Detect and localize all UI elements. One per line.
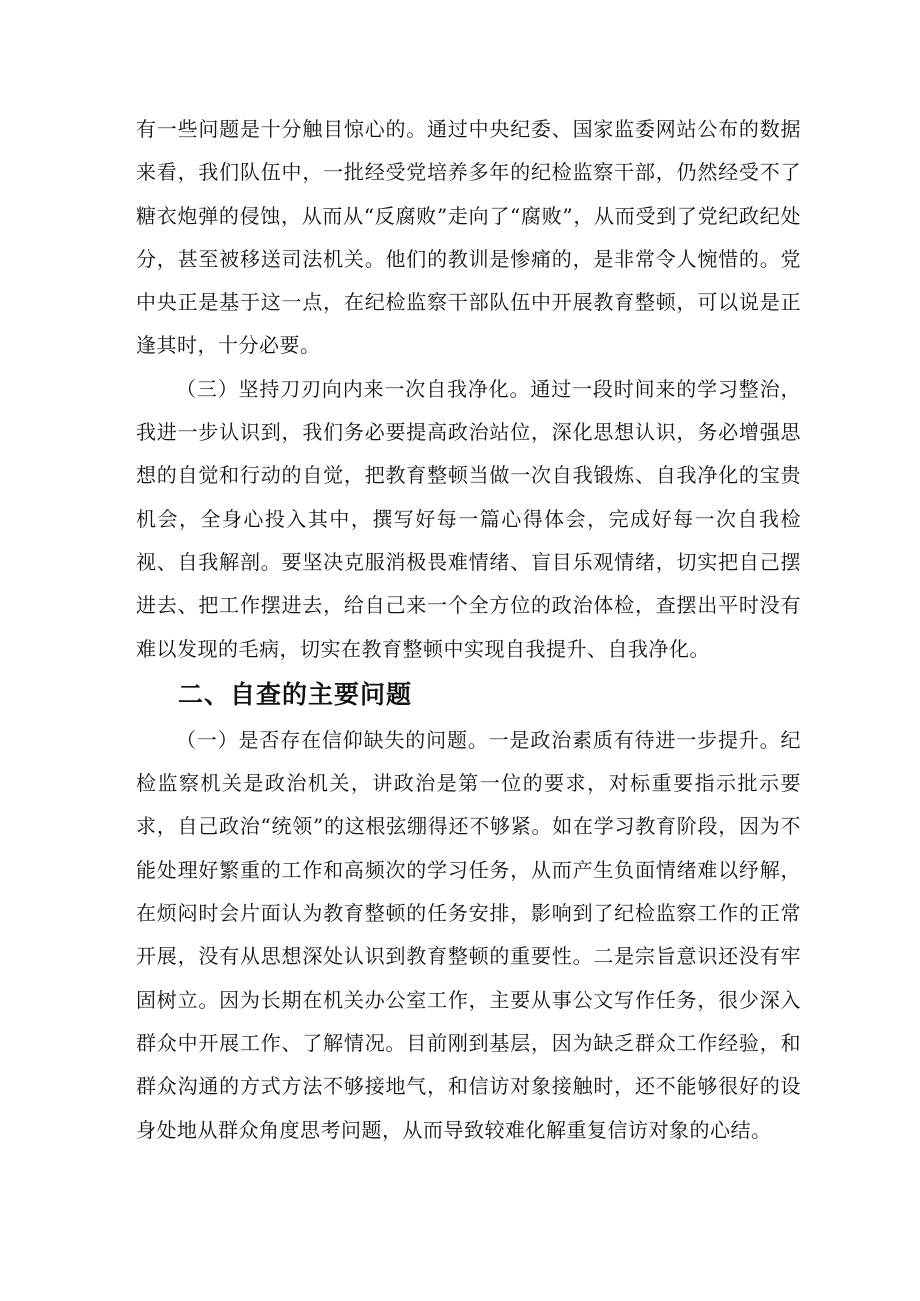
paragraph-continuation: 有一些问题是十分触目惊心的。通过中央纪委、国家监委网站公布的数据来看，我们队伍中，一批经受党培养多年的纪检监察干部，仍然经受不了糖衣炮弹的侵蚀，从而从“反腐败”走向了“腐败”，从而受到了党纪政纪处分，甚至被移送司法机关。他们的教训是惨痛的，是非常令人惋惜的。党中央正是基于这一点，在纪检监察干部队伍中开展教育整顿，可以说是正逢其时，十分必要。 (136, 117, 801, 358)
paragraph-self-purification: （三）坚持刀刃向内来一次自我净化。通过一段时间来的学习整治，我进一步认识到，我们务必要提高政治站位，深化思想认识，务必增强思想的自觉和行动的自觉，把教育整顿当做一次自我锻炼、自我净化的宝贵机会，全身心投入其中，撰写好每一篇心得体会，完成好每一次自我检视、自我解剖。要坚决克服消极畏难情绪、盲目乐观情绪，切实把自己摆进去、把工作摆进去，给自己来一个全方位的政治体检，查摆出平时没有难以发现的毛病，切实在教育整顿中实现自我提升、自我净化。 (136, 376, 801, 661)
paragraph-faith-issue: （一）是否存在信仰缺失的问题。一是政治素质有待进一步提升。纪检监察机关是政治机关，讲政治是第一位的要求，对标重要指示批示要求，自己政治“统领”的这根弦绷得还不够紧。如在学习教育阶段，因为不能处理好繁重的工作和高频次的学习任务，从而产生负面情绪难以纾解，在烦闷时会片面认为教育整顿的任务安排，影响到了纪检监察工作的正常开展，没有从思想深处认识到教育整顿的重要性。二是宗旨意识还没有牢固树立。因为长期在机关办公室工作，主要从事公文写作任务，很少深入群众中开展工作、了解情况。目前刚到基层，因为缺乏群众工作经验，和群众沟通的方式方法不够接地气，和信访对象接触时，还不能够很好的设身处地从群众角度思考问题，从而导致较难化解重复信访对象的心结。 (136, 727, 801, 1142)
document-body (136, 108, 801, 1152)
section-heading-main-problems: 二、自查的主要问题 (178, 679, 413, 709)
